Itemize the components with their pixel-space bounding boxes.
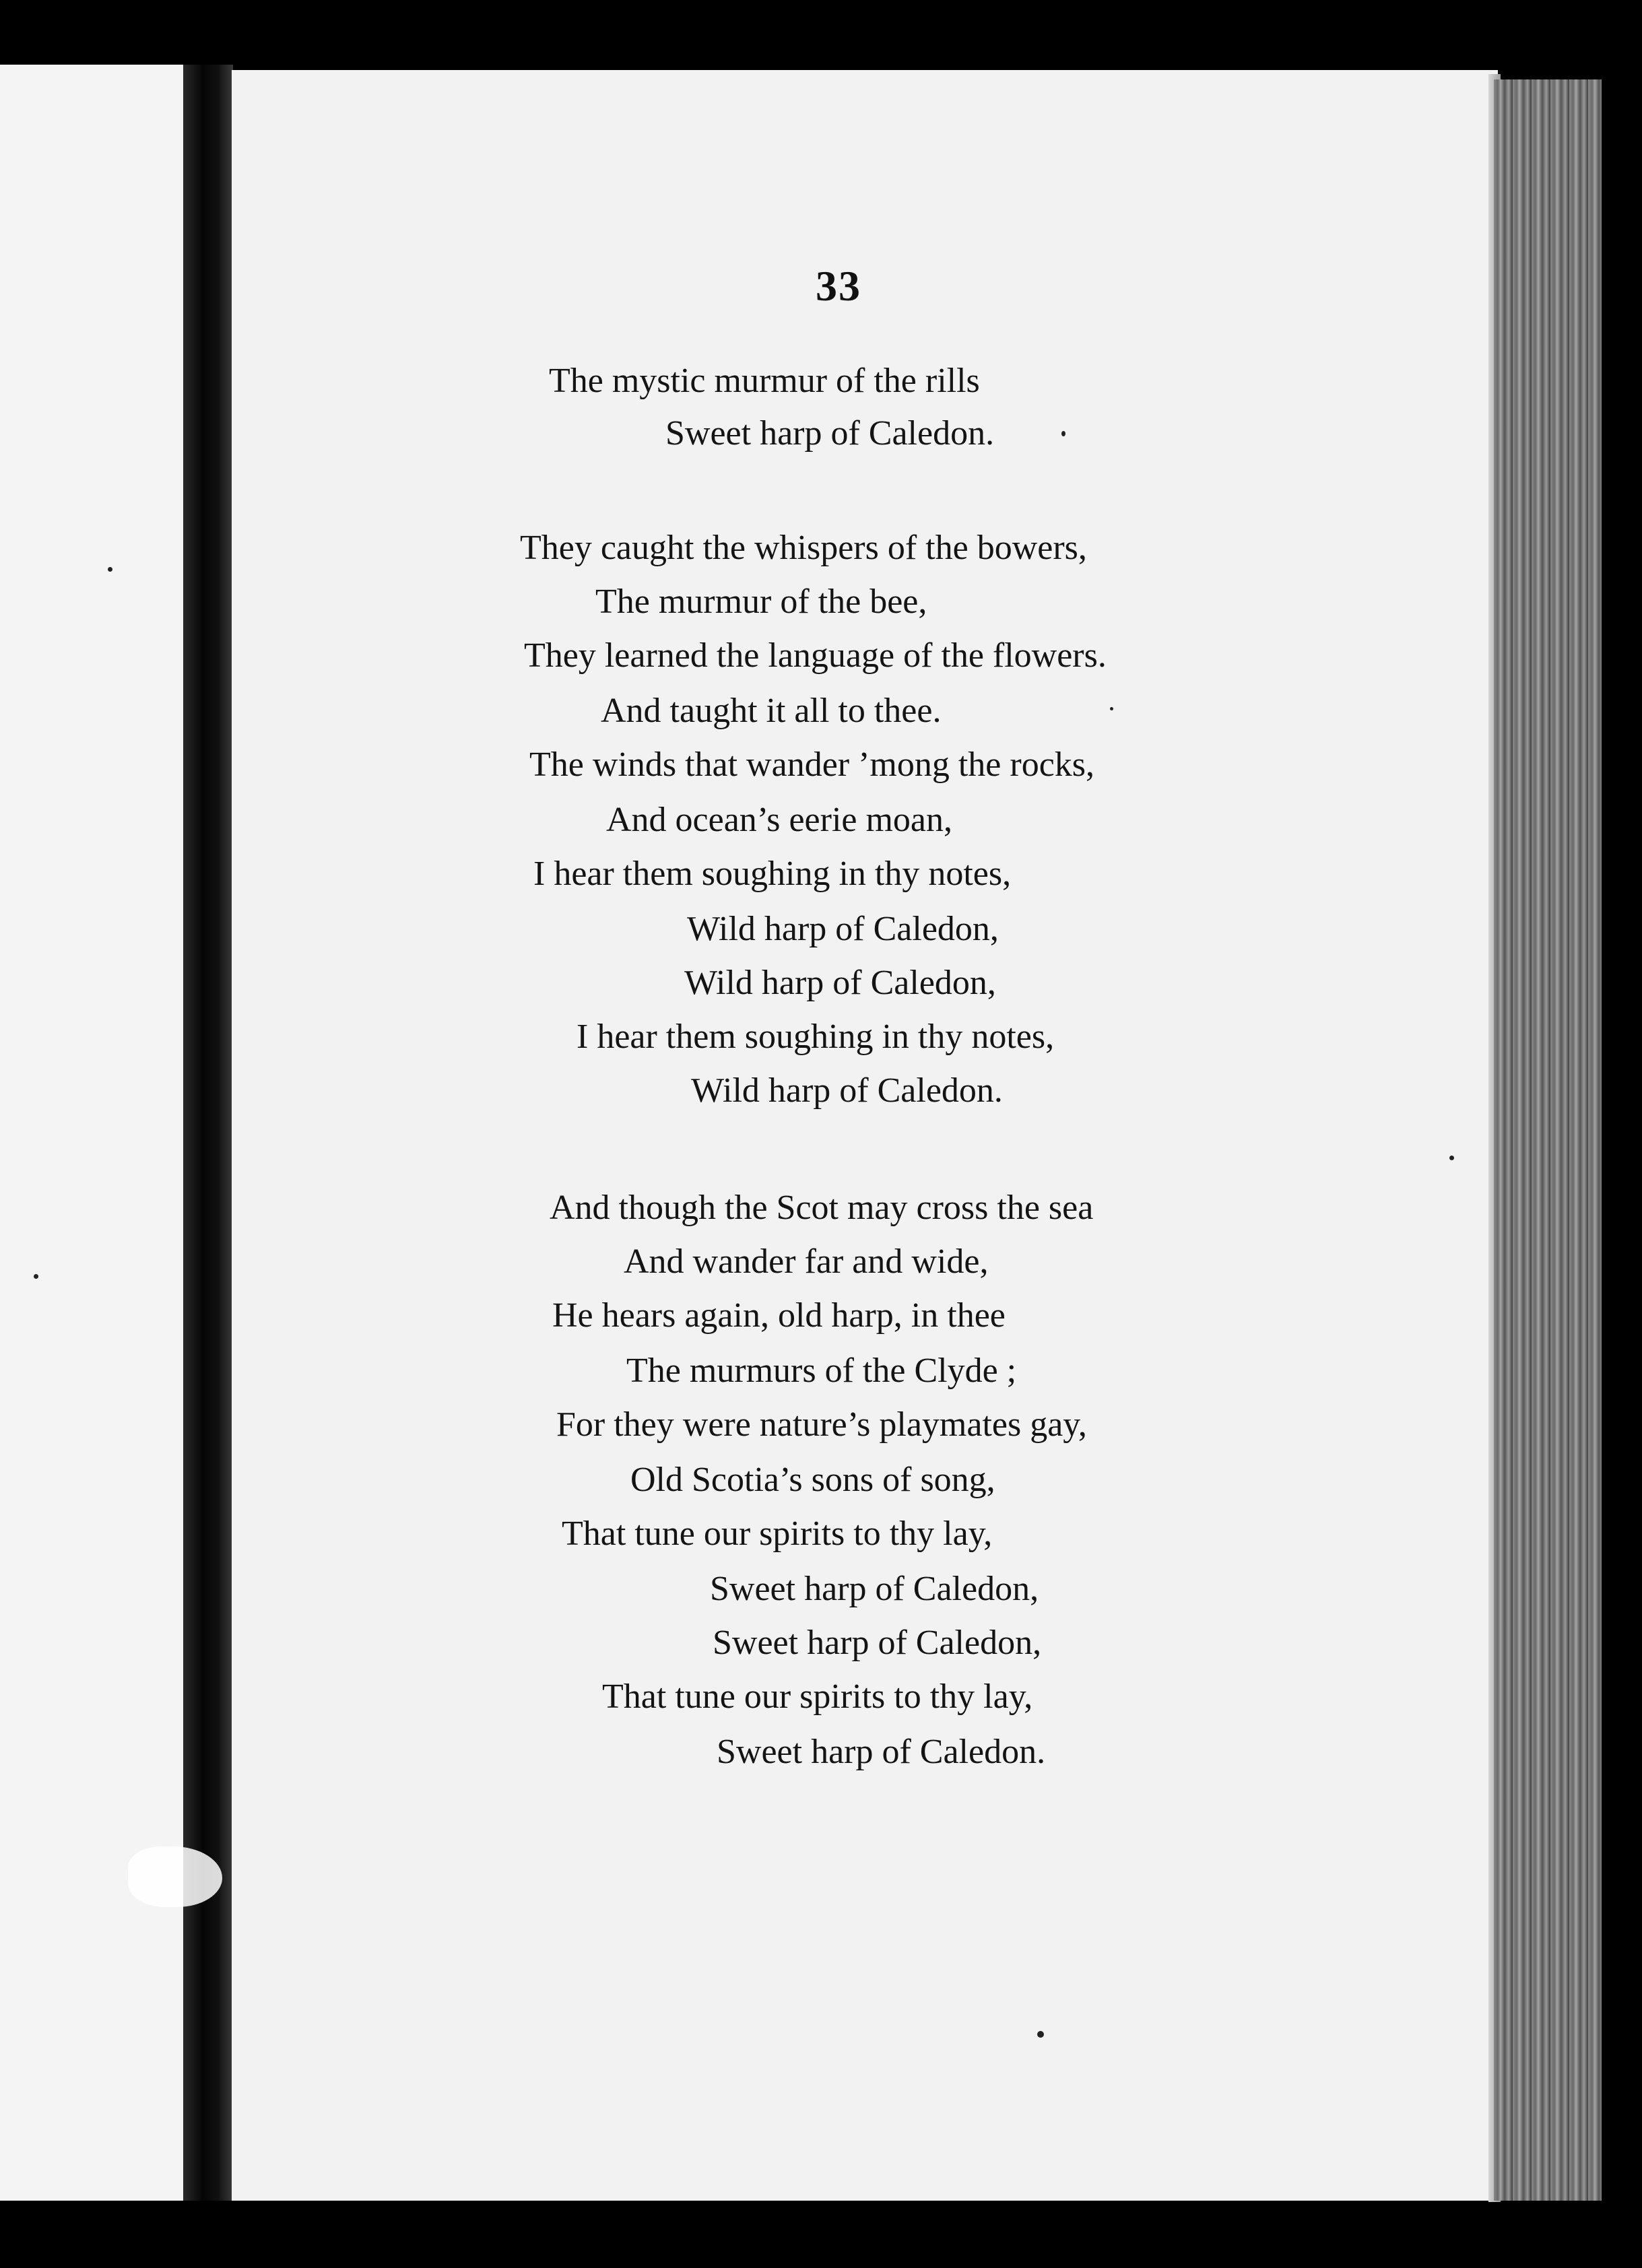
poem-line: And taught it all to thee. — [601, 692, 942, 730]
ink-speck — [34, 1274, 38, 1279]
poem-line: The winds that wander ’mong the rocks, — [529, 745, 1095, 784]
poem-line: Sweet harp of Caledon, — [710, 1570, 1039, 1608]
poem-line: Sweet harp of Caledon. — [665, 414, 995, 453]
poem-line: The mystic murmur of the rills — [549, 362, 980, 400]
poem-line: I hear them soughing in thy notes, — [533, 855, 1012, 893]
poem-line: That tune our spirits to thy lay, — [602, 1677, 1033, 1716]
poem-line: They learned the language of the flowers. — [524, 636, 1107, 675]
poem-line: Wild harp of Caledon. — [691, 1071, 1003, 1110]
paper-blemish — [128, 1846, 222, 1907]
poem-line: They caught the whispers of the bowers, — [520, 529, 1087, 567]
poem-line: Wild harp of Caledon, — [687, 910, 999, 948]
page-fore-edge — [1494, 79, 1602, 2201]
poem-line: He hears again, old harp, in thee — [552, 1296, 1006, 1335]
ink-speck — [1037, 2031, 1044, 2038]
poem-line: Old Scotia’s sons of song, — [630, 1461, 995, 1499]
poem-line: And ocean’s eerie moan, — [606, 801, 953, 839]
poem-line: Wild harp of Caledon, — [684, 964, 996, 1002]
ink-speck — [108, 567, 112, 572]
ink-speck — [1110, 707, 1113, 710]
poem-line: Sweet harp of Caledon, — [713, 1624, 1042, 1662]
poem-line: And though the Scot may cross the sea — [550, 1189, 1094, 1227]
poem-line: Sweet harp of Caledon. — [717, 1733, 1046, 1771]
poem-line: The murmur of the bee, — [595, 582, 927, 621]
ink-speck — [1449, 1156, 1454, 1160]
poem-line: And wander far and wide, — [624, 1242, 989, 1281]
poem-line: For they were nature’s playmates gay, — [556, 1405, 1087, 1444]
poem-line: The murmurs of the Clyde ; — [626, 1352, 1017, 1390]
page-number: 33 — [816, 262, 861, 310]
poem-line: That tune our spirits to thy lay, — [562, 1514, 993, 1553]
ink-speck — [1061, 431, 1065, 436]
poem-line: I hear them soughing in thy notes, — [577, 1018, 1055, 1056]
